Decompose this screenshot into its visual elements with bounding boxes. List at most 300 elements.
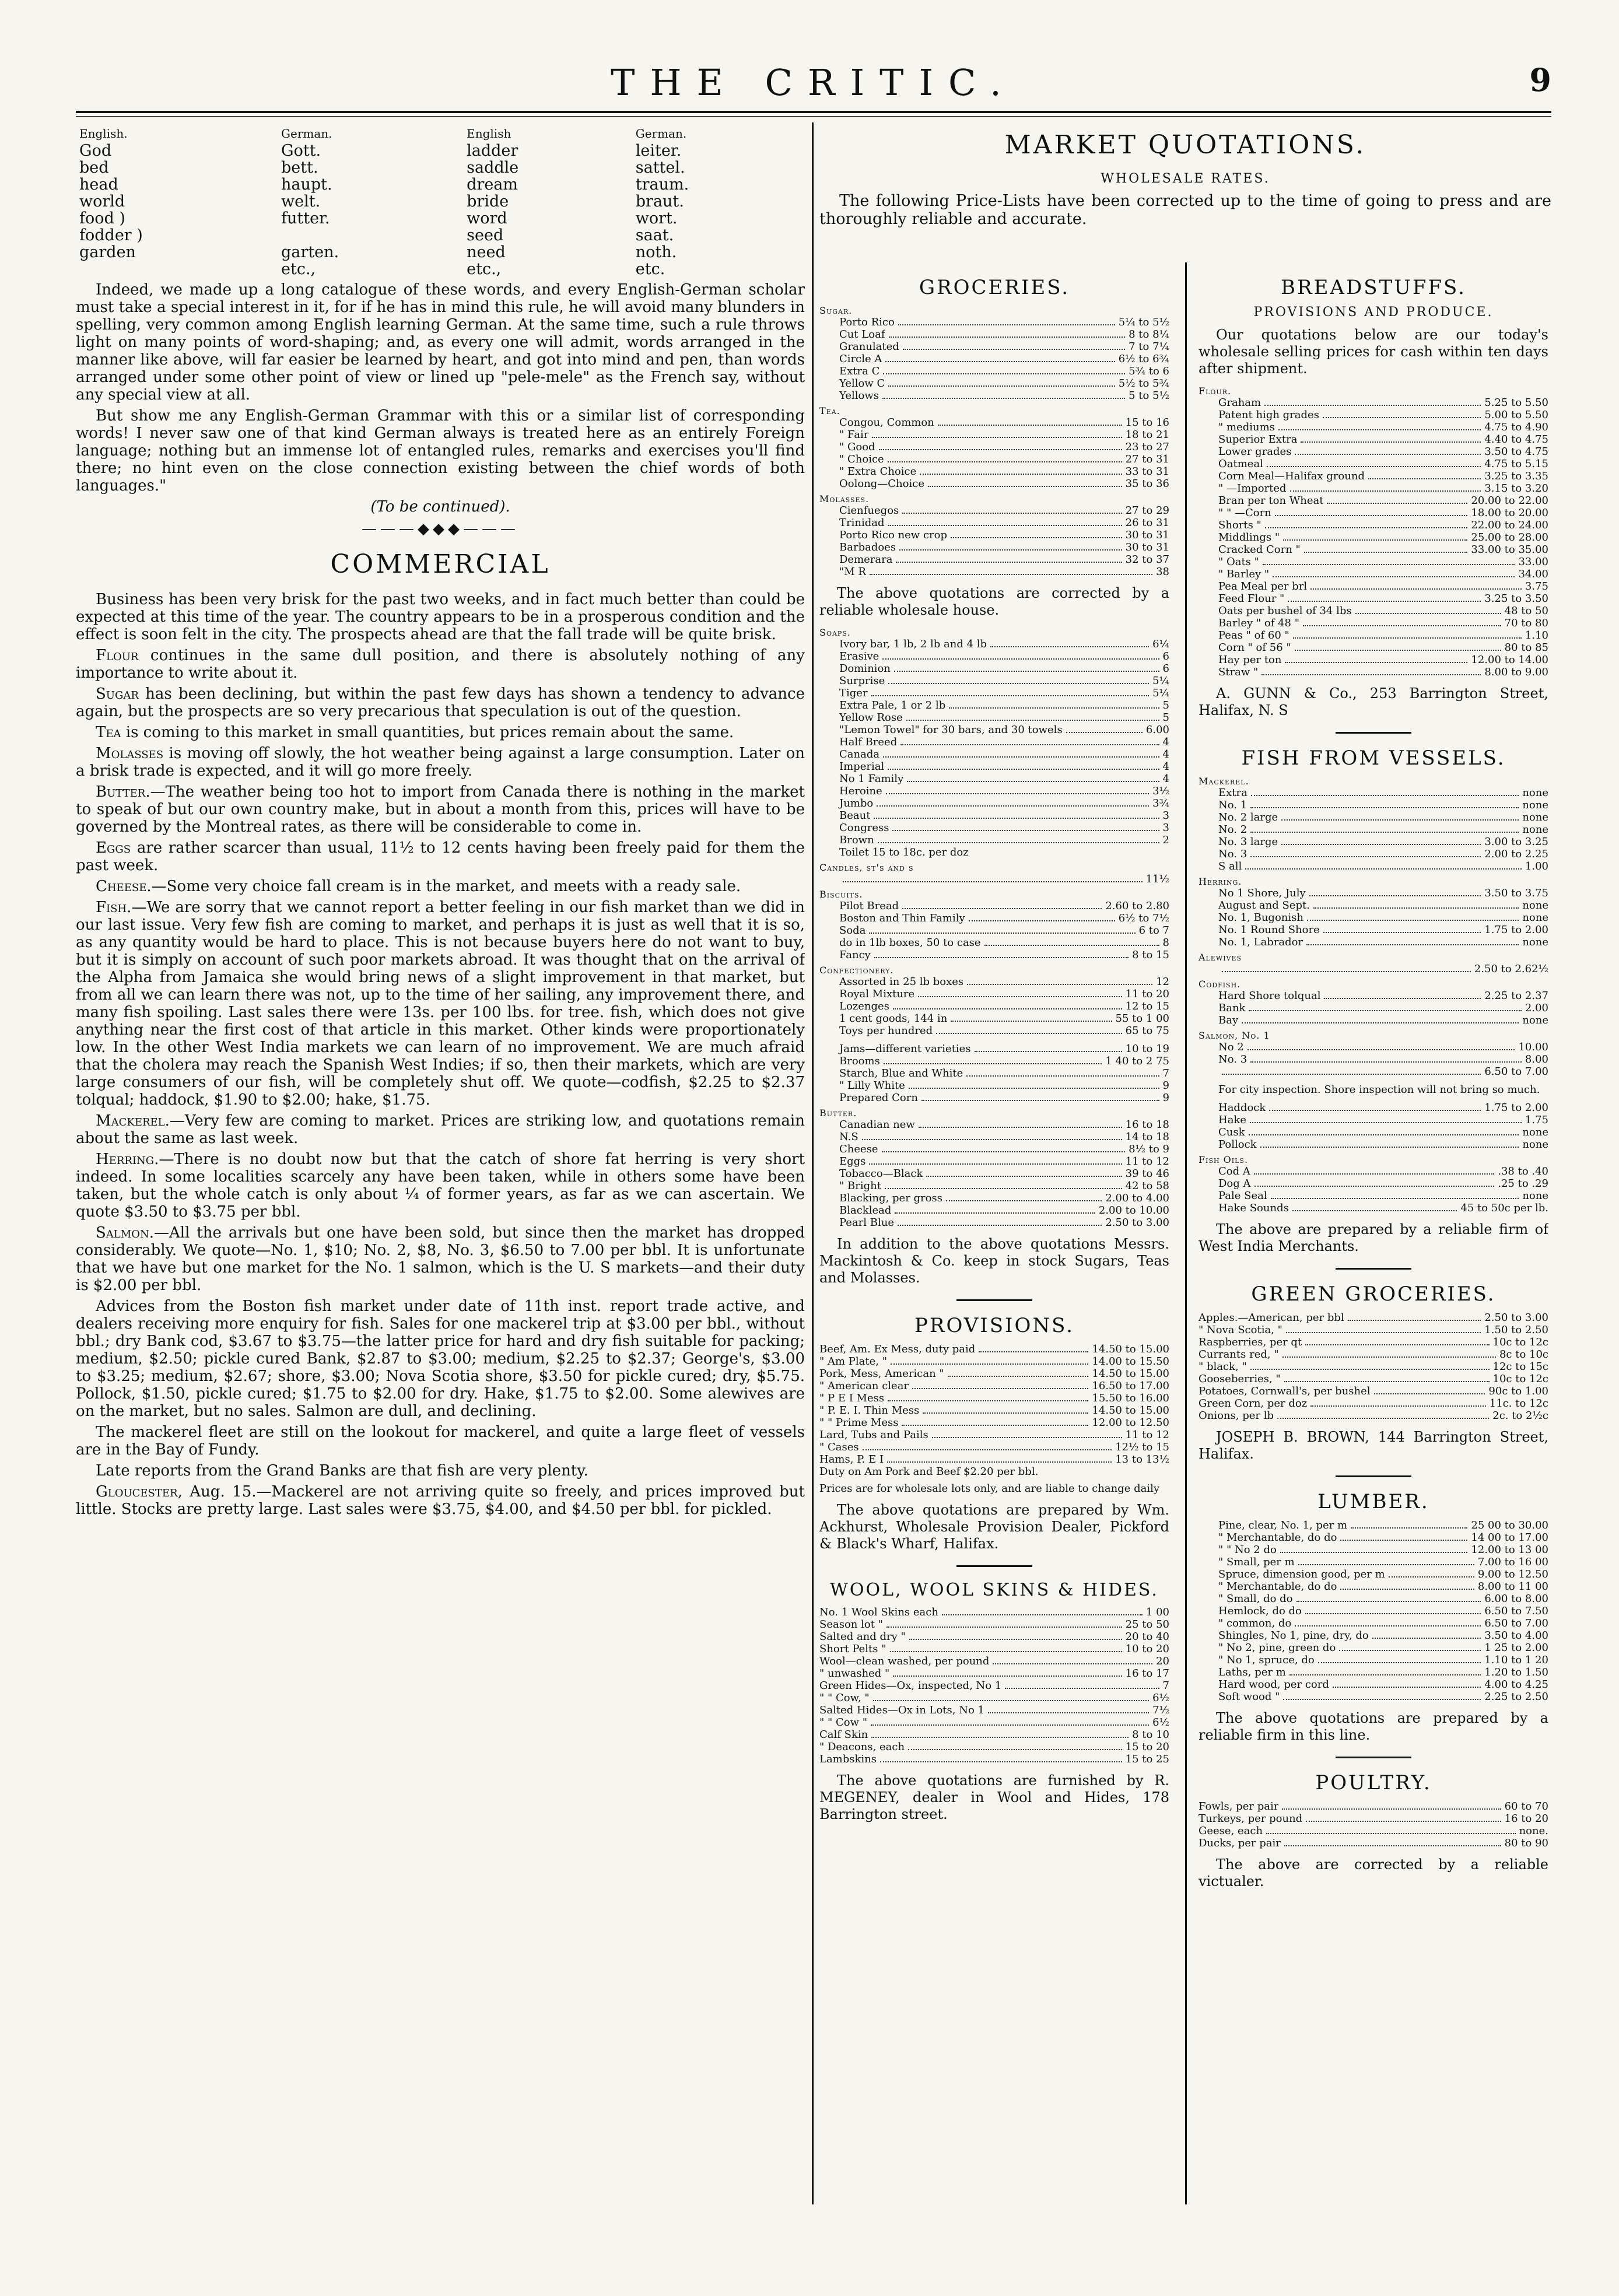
price-item: No. 2 <box>1218 823 1247 836</box>
price-row <box>819 1043 1169 1055</box>
price-row <box>1199 990 1548 1002</box>
price-row <box>1199 1385 1548 1397</box>
leader-dots <box>1277 1410 1489 1419</box>
price-value: none <box>1522 1014 1548 1026</box>
section-rule <box>1336 732 1411 734</box>
price-row <box>1199 593 1548 605</box>
price-value: 1.75 to 2.00 <box>1484 924 1548 936</box>
price-item: August and Sept. <box>1218 899 1310 912</box>
price-item: Currants red, " <box>1199 1348 1279 1361</box>
price-item: Salted Hides—Ox in Lots, No 1 <box>819 1704 984 1716</box>
price-row <box>819 1667 1169 1680</box>
price-value: 4.75 to 5.15 <box>1484 458 1548 470</box>
price-item: Extra C <box>839 365 880 377</box>
price-row <box>1199 1324 1548 1336</box>
price-row <box>819 517 1169 529</box>
price-row <box>1199 409 1548 421</box>
price-row <box>819 1012 1169 1025</box>
price-row <box>1199 887 1548 899</box>
price-item: Blacking, per gross <box>839 1192 942 1204</box>
price-value: 1 40 to 2 75 <box>1105 1055 1169 1067</box>
leader-dots <box>1254 1177 1495 1187</box>
vocab-row <box>76 227 805 244</box>
leader-dots <box>907 773 1159 782</box>
price-row <box>1199 1202 1548 1214</box>
price-row <box>819 441 1169 453</box>
price-item: Porto Rico <box>839 316 895 328</box>
price-item <box>1199 1065 1218 1078</box>
price-item: " " Cow " <box>819 1716 868 1729</box>
ornament-divider: ———◆◆◆——— <box>362 520 519 538</box>
groceries-heading: GROCERIES. <box>919 276 1070 299</box>
paragraph-text: are rather scarcer than usual, 11½ to 12 cents having been freely paid for them the past week. <box>76 839 805 874</box>
price-item: Hams, P. E I <box>819 1453 884 1466</box>
price-category: Soaps. <box>819 627 851 638</box>
price-value: 2.60 to 2.80 <box>1105 900 1169 912</box>
price-row <box>819 638 1169 650</box>
price-value: 11½ <box>1145 873 1169 885</box>
price-value: 2.25 to 2.50 <box>1484 1691 1548 1703</box>
price-value: 6¼ <box>1152 638 1169 650</box>
leader-dots <box>1250 1114 1522 1123</box>
price-value: 2.50 to 2.62½ <box>1474 963 1548 975</box>
price-value: 12.00 to 13 00 <box>1471 1544 1548 1556</box>
vocab-cell: noth. <box>635 243 677 261</box>
price-item: No. 1 <box>1218 799 1247 811</box>
price-row <box>819 1192 1169 1204</box>
price-value: 22.00 to 24.00 <box>1471 519 1548 531</box>
price-item: No. 3 <box>1218 1053 1247 1065</box>
price-row <box>1199 1084 1548 1096</box>
price-row <box>819 724 1169 736</box>
paragraph-text: Advices from the Boston fish market under date of 11th inst. report trade active, and dealers receiving more enquiry for fish. Sales for one mackerel trip at $3.00 per bbl., without bbl.; dry Bank cod, $3.67 to $3.75—the latter price for hard and dry fish suitable for packing; medium, $2.50; pickle cured Bank, $2.87 to $3.00; medium, $2.25 to $2.37; George's, $3.00 to $3.25; medium, $2.67; shore, $3.00; Nova Scotia shore, $3.50 for pickle cured; dry, $5.75. Pollock, $1.50, pickle cured; $1.75 to $2.00 for dry. Hake, $1.75 to $2.00. Some alewives are on the market, but no sales. Salmon are dull, and declining. <box>76 1298 805 1420</box>
price-value: 2.00 <box>1525 1002 1548 1014</box>
price-item: " Barley " <box>1218 568 1270 580</box>
price-category: Tea. <box>819 405 840 416</box>
price-value: 15 to 20 <box>1125 1741 1169 1753</box>
price-row <box>1199 1580 1548 1593</box>
price-value: 20 <box>1156 1655 1169 1667</box>
leader-dots <box>891 1355 1088 1365</box>
leader-dots <box>862 1131 1122 1140</box>
price-row <box>819 1716 1169 1729</box>
vocab-cell: traum. <box>635 176 689 194</box>
provisions-heading: PROVISIONS. <box>914 1314 1074 1337</box>
price-value: none <box>1522 936 1548 948</box>
price-value: 1 00 <box>1145 1606 1169 1618</box>
price-item: Raspberries, per qt <box>1199 1336 1302 1348</box>
price-row <box>819 1741 1169 1753</box>
paragraph-lead: Butter. <box>96 783 150 801</box>
price-category: Alewives <box>1199 952 1242 963</box>
price-value: 6.50 to 7.00 <box>1484 1617 1548 1629</box>
article-paragraph: Indeed, we made up a long catalogue of these words, and every English-German scholar must take a special interest in it, for if he has in mind this rule, he will avoid many blunders in spelling, very common among English learning German. At the same time, such a rule throws light on many points of word-shaping; and, as every one will admit, words arranged in the manner like above, will far easier be learned by heart, and got into mind and pen, than words arranged under some other point of view or lined up "pele-mele" as the French say, without any special view at all. <box>76 281 805 404</box>
price-row <box>819 1392 1169 1404</box>
leader-dots <box>874 809 1159 819</box>
page-number: 9 <box>1529 61 1551 99</box>
price-row <box>819 353 1169 365</box>
section-rule <box>1336 1757 1411 1758</box>
price-value: 15 to 25 <box>1125 1753 1169 1765</box>
leader-dots <box>870 566 1152 575</box>
leader-dots <box>1275 507 1468 516</box>
leader-dots <box>1305 1336 1489 1345</box>
price-item: Cut Loaf <box>839 328 885 341</box>
leader-dots <box>1295 642 1501 651</box>
price-value: 3.50 to 3.75 <box>1484 887 1548 899</box>
leader-dots <box>874 949 1129 958</box>
paragraph-lead: Herring. <box>96 1151 159 1168</box>
price-value: 12.00 to 14.00 <box>1471 654 1548 666</box>
price-row <box>819 1655 1169 1667</box>
price-item: No 1 Shore, July <box>1218 887 1306 899</box>
leader-dots <box>1306 1813 1501 1822</box>
paragraph-lead: Fish. <box>96 899 132 916</box>
paragraph-lead: Gloucester, <box>96 1483 183 1501</box>
leader-dots <box>1280 1544 1468 1553</box>
price-value: 5¾ to 6 <box>1129 365 1169 377</box>
price-value: 48 to 50 <box>1504 605 1548 617</box>
leader-dots <box>919 1119 1122 1128</box>
leader-dots <box>1295 446 1481 455</box>
price-item: " Oats " <box>1218 556 1259 568</box>
lumber-list <box>1199 1519 1548 1703</box>
market-intro: The following Price-Lists have been corrected up to the time of going to press and are thoroughly reliable and accurate. <box>819 192 1551 228</box>
price-value: 14.50 to 15.00 <box>1092 1343 1169 1355</box>
price-row <box>819 1131 1169 1143</box>
price-value: 9 <box>1162 1079 1169 1092</box>
price-item: " American clear <box>819 1380 909 1392</box>
price-value: 1.20 to 1.50 <box>1484 1666 1548 1678</box>
price-row <box>819 541 1169 553</box>
price-item: Brooms <box>839 1055 880 1067</box>
leader-dots <box>909 1079 1159 1089</box>
price-value: 2.50 to 3.00 <box>1484 1312 1548 1324</box>
price-row <box>1199 1800 1548 1813</box>
vocab-header: English <box>467 127 511 141</box>
leader-dots <box>1250 823 1519 833</box>
price-row <box>819 748 1169 760</box>
price-value: 33.00 to 35.00 <box>1471 544 1548 556</box>
leader-dots <box>882 650 1159 660</box>
price-value: none <box>1522 811 1548 823</box>
leader-dots <box>908 1741 1122 1750</box>
price-row <box>1199 1397 1548 1410</box>
paragraph-text: Aug. 15.—Mackerel are not arriving quite so freely, and prices improved but little. Stocks are pretty large. Last sales were $3.75, $4.00, and $4.50 per bbl. for pickled. <box>76 1483 805 1518</box>
leader-dots <box>906 711 1159 721</box>
vocab-body <box>76 142 805 278</box>
price-row <box>819 1155 1169 1168</box>
price-value: 12c to 15c <box>1492 1361 1548 1373</box>
price-item: Hay per ton <box>1218 654 1282 666</box>
price-value: 11 to 12 <box>1125 1429 1169 1441</box>
price-row <box>819 846 1169 858</box>
provisions-list <box>819 1343 1169 1478</box>
price-row <box>819 1643 1169 1655</box>
price-item: Assorted in 25 lb boxes <box>839 976 964 988</box>
price-category: Butter. <box>819 1107 857 1119</box>
price-item: Surprise <box>839 675 885 687</box>
price-value: 6.50 to 7.50 <box>1484 1605 1548 1617</box>
price-value: none. <box>1519 1825 1548 1837</box>
price-value: 70 to 80 <box>1504 617 1548 629</box>
price-value: 6½ to 7½ <box>1118 912 1169 924</box>
paragraph-lead: Sugar <box>96 685 139 703</box>
price-value: 10 to 20 <box>1125 1643 1169 1655</box>
leader-dots <box>1305 1605 1481 1614</box>
leader-dots <box>883 748 1159 758</box>
leader-dots <box>1278 421 1481 430</box>
leader-dots <box>1309 887 1481 896</box>
price-value: 5 <box>1162 699 1169 711</box>
price-item: " P E I Mess <box>819 1392 885 1404</box>
leader-dots <box>1340 1531 1467 1541</box>
leader-dots <box>886 1618 1122 1628</box>
leader-dots <box>1249 1126 1519 1135</box>
price-item: " black, " <box>1199 1361 1247 1373</box>
paragraph-text: —We are sorry that we cannot report a better feeling in our fish market than we did in our last issue. Very few fish are coming to market, and perhaps it is just as well that it is so, as any quantity would be hard to place. This is not because buyers here do not want to buy, but it is simply on account of such poor markets abroad. It was thought that on the arrival of the Alpha from Jamaica she would bring news of a slight improvement in that market, but from all we can learn there was not, up to the time of her sailing, any improvement there, and many fish spoiling. Last sales there were 13s. per 100 lbs. for tree. fish, which does not give anything near the first cost of that article in this market. Other kinds were proportionately low. In the other West India markets we can learn of no improvement. We are much afraid that the cholera may reach the Spanish West Indies; if so, then their markets, which are very large consumers of our fish, will be completely shut off. We quote—codfish, $2.25 to $2.37 tolqual; haddock, $1.90 to $2.00; hake, $1.75. <box>76 899 805 1109</box>
price-value: 27 to 31 <box>1125 453 1169 465</box>
price-item: Heroine <box>839 785 882 797</box>
price-row <box>819 1180 1169 1192</box>
price-value: 16 to 17 <box>1125 1667 1169 1680</box>
price-value: 6.50 to 7.00 <box>1484 1065 1548 1078</box>
price-row <box>1199 1114 1548 1126</box>
price-category: Candles, st's and s <box>819 862 914 873</box>
price-item: Patent high grades <box>1218 409 1319 421</box>
leader-dots <box>984 937 1159 946</box>
leader-dots <box>1281 811 1519 821</box>
vocab-cell: word <box>467 209 507 227</box>
breadstuffs-list <box>1199 397 1548 678</box>
commercial-paragraphs <box>76 647 805 1518</box>
leader-dots <box>869 1155 1122 1165</box>
price-item: Tiger <box>839 687 868 699</box>
price-item: Feed Flour " <box>1218 593 1285 605</box>
price-item: do in 1lb boxes, 50 to case <box>839 937 981 949</box>
price-item: Corn " of 56 " <box>1218 642 1291 654</box>
leader-dots <box>1264 397 1481 406</box>
leader-dots <box>1374 1385 1485 1394</box>
price-row <box>819 675 1169 687</box>
price-row <box>819 316 1169 328</box>
price-value: 13 to 13½ <box>1115 1453 1169 1466</box>
vocab-cell: saat. <box>635 226 674 244</box>
vocab-cell: food ) <box>79 209 125 227</box>
vocab-cell: bride <box>467 192 509 211</box>
leader-dots <box>1298 1556 1474 1565</box>
leader-dots <box>1289 1666 1481 1675</box>
price-row <box>1199 1126 1548 1138</box>
price-item: No. 1 Wool Skins each <box>819 1606 938 1618</box>
paragraph-lead: Mackerel. <box>96 1112 170 1130</box>
paragraph-text: is coming to this market in small quantities, but prices remain about the same. <box>121 724 734 741</box>
price-row <box>1199 1666 1548 1678</box>
green-list <box>1199 1312 1548 1422</box>
price-row <box>1199 580 1548 593</box>
price-value: 1.75 to 2.00 <box>1484 1102 1548 1114</box>
price-row <box>819 1119 1169 1131</box>
price-value: 25.00 to 28.00 <box>1471 531 1548 544</box>
price-row <box>819 504 1169 517</box>
price-item: Trinidad <box>839 517 885 529</box>
price-item: Yellow Rose <box>839 711 903 724</box>
vocab-cell <box>76 261 278 278</box>
price-row <box>819 377 1169 390</box>
price-value: 9.00 to 12.50 <box>1477 1568 1548 1580</box>
leader-dots <box>902 1417 1088 1426</box>
price-item: Graham <box>1218 397 1261 409</box>
group-gap <box>1199 1078 1548 1084</box>
price-item: No. 2 large <box>1218 811 1278 823</box>
price-value: 20.00 to 22.00 <box>1471 495 1548 507</box>
price-row <box>819 390 1169 402</box>
price-value: 10c to 12c <box>1492 1373 1548 1385</box>
leader-dots <box>1265 519 1468 528</box>
lumber-heading: LUMBER. <box>1317 1490 1429 1513</box>
price-value: 5.00 to 5.50 <box>1484 409 1548 421</box>
price-value: .38 to .40 <box>1498 1165 1548 1177</box>
price-row <box>1199 1053 1548 1065</box>
price-item: Prepared Corn <box>839 1092 918 1104</box>
price-value: 1.50 to 2.50 <box>1484 1324 1548 1336</box>
price-value: 6½ <box>1152 1716 1169 1729</box>
price-value: 25 00 to 30.00 <box>1471 1519 1548 1531</box>
leader-dots <box>871 1716 1149 1726</box>
price-value: 16.50 to 17.00 <box>1092 1380 1169 1392</box>
leader-dots <box>888 675 1149 684</box>
leader-dots <box>951 529 1122 538</box>
price-row <box>819 797 1169 809</box>
price-item: Erasive <box>839 650 879 662</box>
paragraph-text: Late reports from the Grand Banks are that fish are very plenty. <box>96 1462 588 1480</box>
price-row <box>819 1453 1169 1466</box>
price-item: Starch, Blue and White <box>839 1067 963 1079</box>
price-item: Superior Extra <box>1218 433 1298 446</box>
price-row <box>819 760 1169 773</box>
price-value: 3½ <box>1152 785 1169 797</box>
leader-dots <box>888 1392 1088 1401</box>
price-item: Haddock <box>1218 1102 1266 1114</box>
price-item: No. 1 Round Shore <box>1218 924 1320 936</box>
price-item: Lambskins <box>819 1753 877 1765</box>
leader-dots <box>975 1043 1122 1052</box>
price-row <box>1199 924 1548 936</box>
section-rule <box>1336 1268 1411 1270</box>
price-row <box>1199 1654 1548 1666</box>
price-row <box>1199 1593 1548 1605</box>
price-item: Granulated <box>839 341 899 353</box>
leader-dots <box>1250 1053 1522 1063</box>
price-value: 32 to 37 <box>1125 553 1169 566</box>
leader-dots <box>1389 1568 1474 1578</box>
provisions-note: The above quotations are prepared by Wm. Ackhurst, Wholesale Provision Dealer, Pickford & Black's Wharf, Halifax. <box>819 1502 1169 1552</box>
leader-dots <box>988 1704 1149 1713</box>
breadstuffs-heading: BREADSTUFFS. <box>1281 276 1466 299</box>
price-row <box>819 1000 1169 1012</box>
price-value: 8c to 10c <box>1499 1348 1548 1361</box>
price-category: Fish Oils. <box>1199 1154 1249 1165</box>
price-row <box>819 1055 1169 1067</box>
vocab-row <box>76 176 805 193</box>
leader-dots <box>843 873 1143 882</box>
leader-dots <box>1323 924 1481 933</box>
price-row <box>819 834 1169 846</box>
price-value: 18 to 21 <box>1125 429 1169 441</box>
price-row <box>1199 1629 1548 1642</box>
vocab-cell: bett. <box>281 159 318 177</box>
leader-dots <box>898 1217 1102 1226</box>
price-item: " Extra Choice <box>839 465 917 478</box>
leader-dots <box>1323 409 1481 418</box>
price-item: Hake <box>1218 1114 1246 1126</box>
vocab-header: German. <box>281 127 332 141</box>
leader-dots <box>892 822 1159 831</box>
leader-dots <box>894 662 1159 672</box>
price-value: 3¾ <box>1152 797 1169 809</box>
price-row <box>1199 1568 1548 1580</box>
price-row <box>1199 1556 1548 1568</box>
price-value: 18.00 to 20.00 <box>1471 507 1548 519</box>
price-value: 14 to 18 <box>1125 1131 1169 1143</box>
leader-dots <box>1290 482 1481 492</box>
wool-list <box>819 1606 1169 1765</box>
price-item: " unwashed " <box>819 1667 890 1680</box>
price-row <box>819 687 1169 699</box>
price-item: Pork, Mess, American " <box>819 1368 944 1380</box>
paragraph-text: is moving off slowly, the hot weather being against a large consumption. Later on a brisk trade is expected, and it will go more freely. <box>76 745 805 780</box>
price-item: " " Cow, " <box>819 1692 870 1704</box>
leader-dots <box>942 1606 1143 1615</box>
price-value: none <box>1522 912 1548 924</box>
price-value: none <box>1522 1138 1548 1151</box>
leader-dots <box>895 1204 1095 1214</box>
price-row <box>1199 1336 1548 1348</box>
price-row <box>819 912 1169 924</box>
price-value: 42 to 58 <box>1125 1180 1169 1192</box>
leader-dots <box>1310 580 1522 590</box>
paragraph-text: —There is no doubt now but that the catch of shore fat herring is very short indeed. In some localities scarcely any have been taken, while in others some have been taken, but the whole catch is only about ¼ of former years, as far as we can ascertain. We quote $3.50 to $3.75 per bbl. <box>76 1151 805 1221</box>
price-row <box>1199 1348 1548 1361</box>
vocab-cell: wort. <box>635 209 678 227</box>
leader-dots <box>902 504 1122 514</box>
price-item: Oatmeal <box>1218 458 1263 470</box>
paragraph-text: The mackerel fleet are still on the lookout for mackerel, and quite a large fleet of vessels are in the Bay of Fundy. <box>76 1424 805 1459</box>
price-value: 35 to 36 <box>1125 478 1169 490</box>
leader-dots <box>1296 1593 1481 1602</box>
price-item: Pearl Blue <box>839 1217 894 1229</box>
market-subheading: WHOLESALE RATES. <box>1101 171 1270 186</box>
leader-dots <box>918 988 1122 997</box>
fish-heading: FISH FROM VESSELS. <box>1241 746 1506 770</box>
price-item: Soft wood " <box>1218 1691 1280 1703</box>
leader-dots <box>1263 556 1515 565</box>
leader-dots <box>1306 936 1519 945</box>
price-value: 1.75 <box>1525 1114 1548 1126</box>
leader-dots <box>932 1429 1122 1438</box>
price-value: 5¼ <box>1152 687 1169 699</box>
price-value: 6 to 7 <box>1138 924 1169 937</box>
price-item: Jumbo <box>839 797 874 809</box>
vocab-cell: etc., <box>281 260 316 278</box>
leader-dots <box>885 353 1115 362</box>
price-item: Potatoes, Cornwall's, per bushel <box>1199 1385 1371 1397</box>
price-value: 10c to 12c <box>1492 1336 1548 1348</box>
price-item: Ducks, per pair <box>1199 1837 1281 1849</box>
price-value: 30 to 31 <box>1125 529 1169 541</box>
price-row <box>1199 470 1548 482</box>
paragraph-lead: Molasses <box>96 745 164 762</box>
